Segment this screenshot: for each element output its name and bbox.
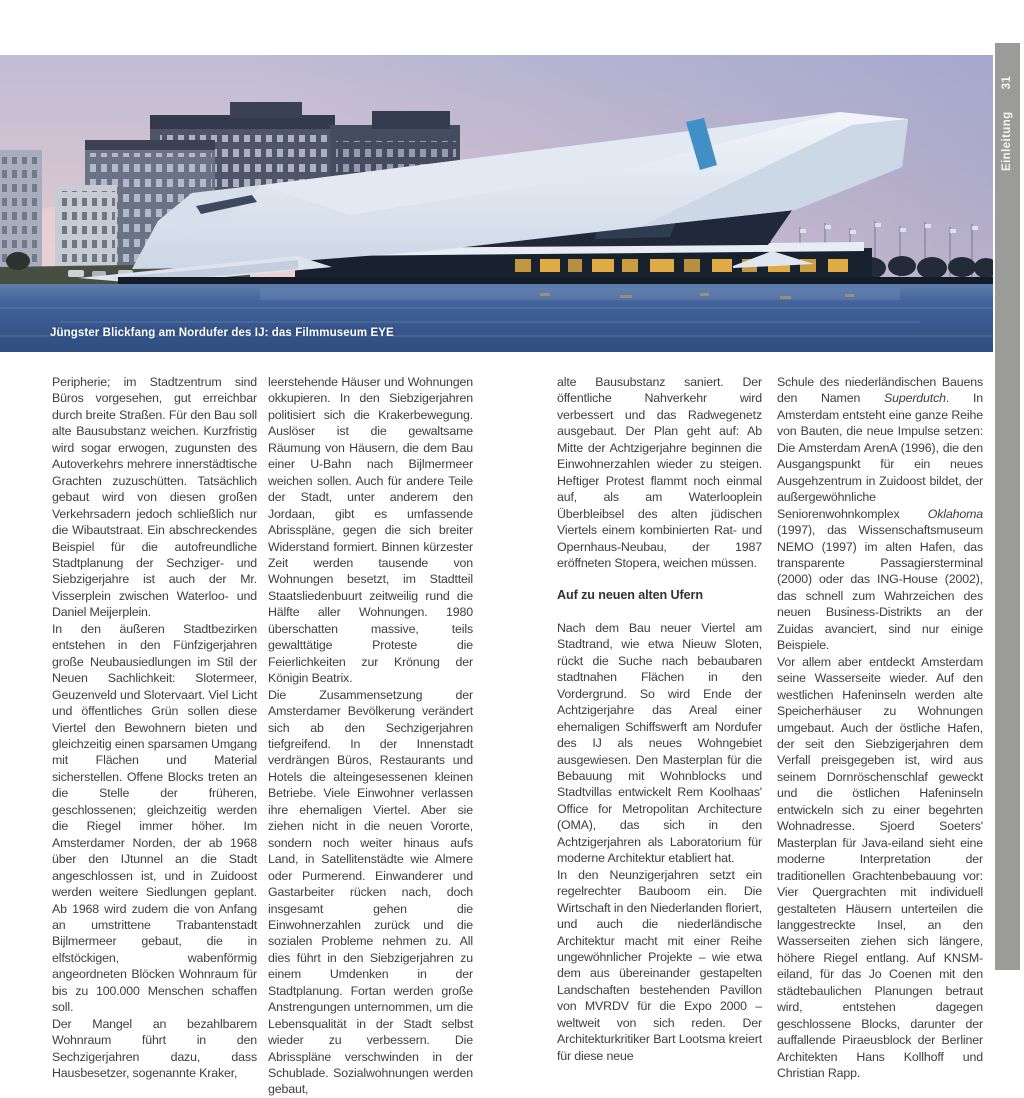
- page-number: 31: [1001, 75, 1013, 90]
- paragraph: alte Bausubstanz saniert. Der öffentliche Nahverkehr wird verbessert und das Radwegenetz ausgebaut. Der Plan geht auf: Ab Mitte der Achtzigerjahre beginnen die Einwohnerzahlen wieder zu steigen. Heftiger Protest flammt noch einmal auf, als am Waterlooplein Überbleibsel des alten jüdischen Viertels einem kombinierten Rat- und Opernhaus-Neubau, der 1987 eröffneten Stopera, weichen müssen.: [557, 375, 762, 570]
- paragraph: Schule des niederländischen Bauens den Namen Superdutch. In Amsterdam entsteht eine ganze Reihe von Bauten, die neue Impulse setzen: Die Amsterdam ArenA (1996), die den Ausgangspunkt für ein neues Ausgehzentrum in Zuidoost bildet, der außergewöhnliche Seniorenwohnkomplex Oklahoma (1997), das Wissenschaftsmuseum NEMO (1997) im alten Hafen, das transparente Passagiersterminal (2000) oder das ING-House (2002), das schnell zum Wahrzeichen des neuen Business-Distrikts an der Zuidas avanciert, sind nur einige Beispiele.: [777, 375, 983, 653]
- paragraph: Peripherie; im Stadtzentrum sind Büros vorgesehen, gut erreichbar durch breite Straßen. Für den Bau soll alte Bausubstanz weichen. Kurzfristig wird sogar erwogen, zugunsten des Autoverkehrs mehrere innerstädtische Grachten zuzuschütten. Tatsächlich gebaut wird von diesen großen Verkehrsadern jedoch schließlich nur die Wibautstraat. Ein abschreckendes Beispiel für die autofreundliche Stadtplanung der Sechziger- und Siebzigerjahre ist auch der Mr. Visserplein zwischen Waterloo- und Daniel Meijerplein.: [52, 375, 257, 620]
- section-heading: Auf zu neuen alten Ufern: [557, 588, 703, 603]
- paragraph: In den äußeren Stadtbezirken entstehen in den Fünfzigerjahren große Neubausiedlungen im Stil der Neuen Sachlichkeit: Slotermeer, Geuzenveld und Slotervaart. Viel Licht und öffentliches Grün sollen diese Viertel den Bewohnern bieten und gleichzeitig einen sparsamen Umgang mit Flächen und Material sicherstellen. Offene Blocks treten an die Stelle der früheren, geschlossenen; gleichzeitig werden die Riegel immer höher. Im Amsterdamer Norden, der ab 1968 über den IJtunnel an die Stadt angeschlossen ist, und in Zuidoost werden weitere Siedlungen geplant. Ab 1968 wird zudem die von Anfang an umstrittene Trabantenstadt Bijlmermeer gebaut, die in elfstöckigen, wabenförmig angeordneten Blöcken Wohnraum für bis zu 100.000 Menschen schaffen soll.: [52, 621, 257, 1015]
- text-column-4: [777, 374, 983, 1081]
- paragraph: In den Neunzigerjahren setzt ein regelrechter Bauboom ein. Die Wirtschaft in den Niederlanden floriert, und auch die niederländische Architektur macht mit einer Reihe ungewöhnlicher Projekte – wie etwa dem aus übereinander gestapelten Landschaften bestehenden Pavillon von MVRDV für die Expo 2000 – weltweit von sich reden. Der Architekturkritiker Bart Lootsma kreiert für diese neue: [557, 867, 762, 1063]
- photo-caption: Jüngster Blickfang am Nordufer des IJ: das Filmmuseum EYE: [50, 327, 394, 339]
- paragraph: Die Zusammensetzung der Amsterdamer Bevölkerung verändert sich ab den Sechzigerjahren tiefgreifend. In der Innenstadt verdrängen Büros, Restaurants und Hotels die alteingesessenen kleinen Betriebe. Viele Einwohner verlassen ihre ehemaligen Viertel. Aber sie ziehen nicht in die neuen Vororte, sondern noch weiter hinaus aufs Land, in Satellitenstädte wie Almere oder Purmerend. Einwanderer und Gastarbeiter rücken nach, doch insgesamt gehen die Einwohnerzahlen zurück und die sozialen Probleme nehmen zu. All dies führt in den Siebzigerjahren zu einem Umdenken in der Stadtplanung. Fortan werden große Anstrengungen unternommen, um die Lebensqualität in der Stadt selbst wieder zu verbessern. Die Abrisspläne verschwinden in der Schublade. Sozialwohnungen werden gebaut,: [268, 687, 473, 1097]
- paragraph: leerstehende Häuser und Wohnungen okkupieren. In den Siebzigerjahren politisiert sich die Krakerbewegung. Auslöser ist die gewaltsame Räumung von Häusern, die dem Bau einer U-Bahn nach Bijlmermeer weichen sollen. Auch für andere Teile der Stadt, unter anderem den Jordaan, gibt es umfassende Abrisspläne, gegen die sich breiter Widerstand formiert. Binnen kürzester Zeit werden tausende von Wohnungen besetzt, im Stadtteil Staatsliedenbuurt zeitweilig rund die Hälfte aller Wohnungen. 1980 überschatten massive, teils gewalttätige Proteste die Feierlichkeiten zur Krönung der Königin Beatrix.: [268, 375, 473, 686]
- text-column-2: [268, 374, 473, 1098]
- paragraph: Vor allem aber entdeckt Amsterdam seine Wasserseite wieder. Auf den westlichen Hafeninseln werden alte Speicherhäuser zu Wohnungen umgebaut. Auch der östliche Hafen, der seit den Siebzigerjahren dem Verfall preisgegeben ist, wird aus seinem Dornröschenschlaf geweckt und die östlichen Hafeninseln entwickeln sich zu einer begehrten Wohnadresse. Sjoerd Soeters' Masterplan für Java-eiland sieht eine moderne Interpretation der traditionellen Grachtenbebauung vor: Vier Quergrachten mit individuell gestalteten Häusern unterteilen die langgestreckte Insel, an den Wasserseiten ziehen sich längere, höhere Riegel entlang. Auf KNSM-eiland, für das Jo Coenen mit den städtebaulichen Planungen betraut wird, entstehen dagegen geschlossene Blocks, darunter der auffallende Piraeusblock der Berliner Architekten Hans Kollhoff und Christian Rapp.: [777, 654, 983, 1081]
- paragraph: Nach dem Bau neuer Viertel am Stadtrand, wie etwa Nieuw Sloten, rückt die Suche nach bebaubaren stadtnahen Flächen in den Vordergrund. So wird Ende der Achtzigerjahre das Areal einer ehemaligen Schiffswerft am Nordufer des IJ als neues Wohngebiet ausgewiesen. Den Masterplan für die Bebauung mit Wohnblocks und Stadtvillas entwickelt Rem Koolhaas' Office for Metropolitan Architecture (OMA), das sich in den Achtzigerjahren als Laboratorium für moderne Architektur etabliert hat.: [557, 620, 762, 866]
- text-column-3: [557, 374, 762, 1064]
- paragraph: Der Mangel an bezahlbarem Wohnraum führt in den Sechzigerjahren dazu, dass Hausbesetzer, sogenannte Kraker,: [52, 1016, 257, 1081]
- text-column-1: [52, 374, 257, 1081]
- chapter-label: Einleitung: [1001, 111, 1013, 171]
